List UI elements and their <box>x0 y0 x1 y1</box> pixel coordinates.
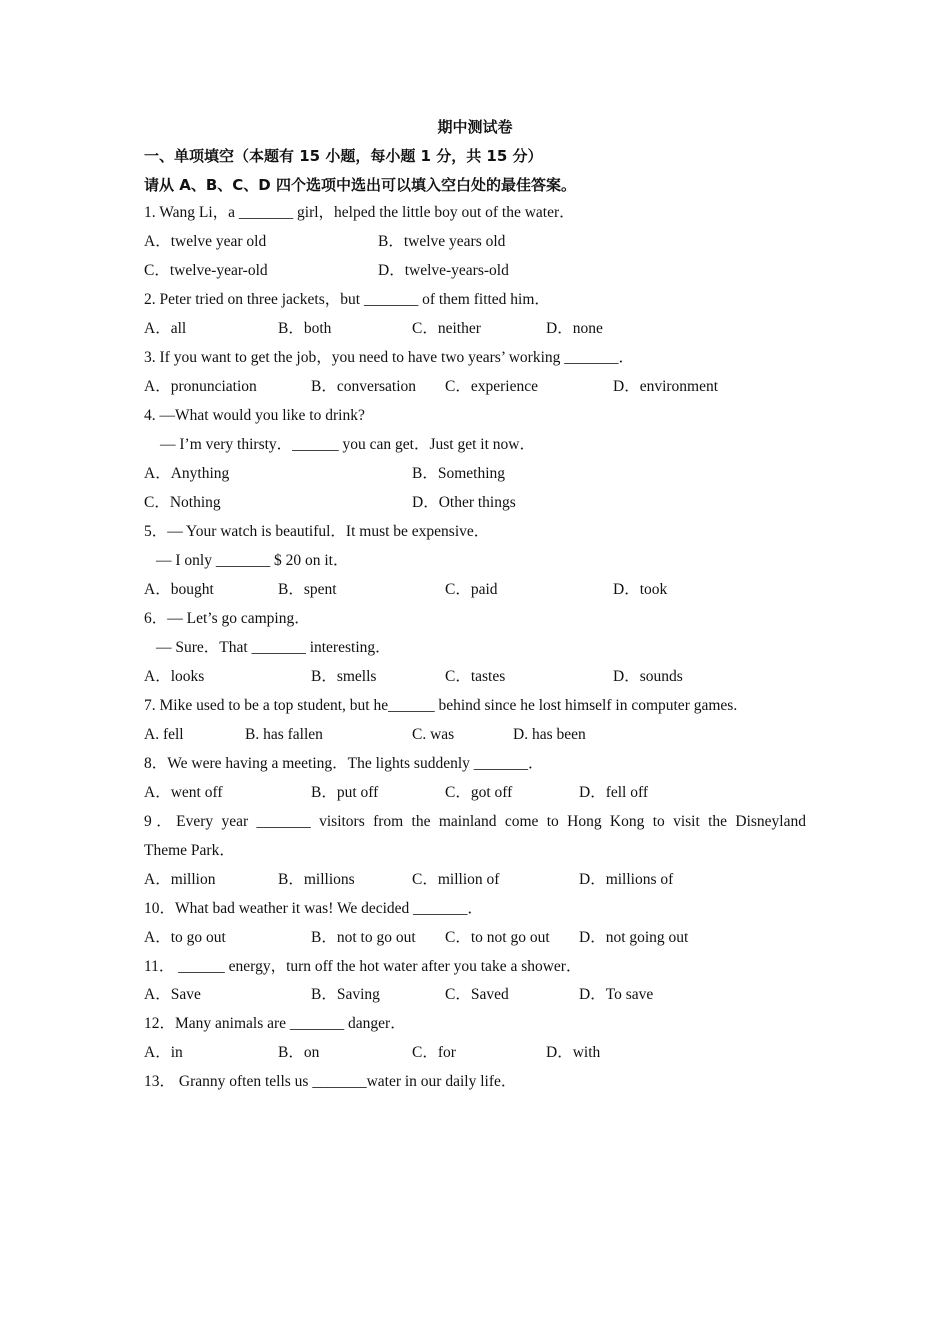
question-3-option-d: D．environment <box>613 378 719 395</box>
question-8-option-a: A．went off <box>144 784 223 801</box>
question-5-option-a: A．bought <box>144 581 214 598</box>
question-6-stem-reply: — Sure．That _______ interesting． <box>156 639 391 656</box>
question-11-option-b: B．Saving <box>311 986 380 1003</box>
question-9-stem: 9．Every year _______ visitors from the mainland come to Hong Kong to visit the Disneyland <box>144 813 806 830</box>
question-9-option-b: B．millions <box>278 871 355 888</box>
question-5-option-c: C．paid <box>445 581 498 598</box>
question-7-option-d: D. has been <box>513 726 586 743</box>
section-heading: 一、单项填空（本题有 15 小题，每小题 1 分，共 15 分） <box>144 147 543 165</box>
question-12-option-b: B．on <box>278 1044 320 1061</box>
question-10-option-d: D．not going out <box>579 929 689 946</box>
question-1-option-c: C．twelve-year-old <box>144 262 268 279</box>
question-7-stem: 7. Mike used to be a top student, but he______ behind since he lost himself in computer games. <box>144 697 738 714</box>
question-12-stem: 12．Many animals are _______ danger． <box>144 1015 406 1032</box>
question-1-option-d: D．twelve-years-old <box>378 262 509 279</box>
question-7-option-a: A. fell <box>144 726 184 743</box>
question-8-option-c: C．got off <box>445 784 513 801</box>
question-8-stem: 8．We were having a meeting．The lights suddenly _______． <box>144 755 544 772</box>
section-instruction: 请从 A、B、C、D 四个选项中选出可以填入空白处的最佳答案。 <box>144 176 576 194</box>
question-4-option-b: B．Something <box>412 465 506 482</box>
question-3-stem: 3. If you want to get the job，you need to have two years’ working _______． <box>144 349 635 366</box>
question-6-option-d: D．sounds <box>613 668 683 685</box>
question-7-option-b: B. has fallen <box>245 726 323 743</box>
question-2-option-a: A．all <box>144 320 187 337</box>
question-6-option-c: C．tastes <box>445 668 506 685</box>
question-11-option-a: A．Save <box>144 986 201 1003</box>
page-title: 期中测试卷 <box>437 118 513 136</box>
question-2-option-d: D．none <box>546 320 603 337</box>
question-1-stem: 1. Wang Li，a _______ girl，helped the little boy out of the water． <box>144 204 575 221</box>
question-4-stem: 4. —What would you like to drink? <box>144 407 365 424</box>
question-9-option-c: C．million of <box>412 871 500 888</box>
question-9-option-d: D．millions of <box>579 871 674 888</box>
question-8-option-d: D．fell off <box>579 784 649 801</box>
question-11-option-c: C．Saved <box>445 986 509 1003</box>
question-4-option-d: D．Other things <box>412 494 516 511</box>
question-10-option-b: B．not to go out <box>311 929 416 946</box>
question-2-stem: 2. Peter tried on three jackets，but _______ of them fitted him． <box>144 291 550 308</box>
question-3-option-a: A．pronunciation <box>144 378 257 395</box>
question-6-option-b: B．smells <box>311 668 377 685</box>
question-3-option-c: C．experience <box>445 378 538 395</box>
question-5-option-b: B．spent <box>278 581 337 598</box>
question-6-stem: 6．— Let’s go camping． <box>144 610 310 627</box>
question-1-option-b: B．twelve years old <box>378 233 506 250</box>
question-1-option-a: A．twelve year old <box>144 233 267 250</box>
question-7-option-c: C. was <box>412 726 455 743</box>
question-3-option-b: B．conversation <box>311 378 417 395</box>
question-6-option-a: A．looks <box>144 668 205 685</box>
question-5-stem-reply: — I only _______ $ 20 on it． <box>156 552 349 569</box>
question-11-option-d: D．To save <box>579 986 654 1003</box>
question-12-option-c: C．for <box>412 1044 456 1061</box>
question-9-option-a: A．million <box>144 871 216 888</box>
question-9-stem-cont: Theme Park． <box>144 842 235 859</box>
question-11-stem: 11． ______ energy，turn off the hot water after you take a shower． <box>144 958 582 975</box>
question-8-option-b: B．put off <box>311 784 379 801</box>
question-5-stem: 5．— Your watch is beautiful．It must be expensive． <box>144 523 490 540</box>
question-10-option-c: C．to not go out <box>445 929 550 946</box>
question-12-option-d: D．with <box>546 1044 601 1061</box>
question-2-option-b: B．both <box>278 320 332 337</box>
question-4-option-c: C．Nothing <box>144 494 221 511</box>
question-4-option-a: A．Anything <box>144 465 230 482</box>
question-12-option-a: A．in <box>144 1044 183 1061</box>
question-13-stem: 13． Granny often tells us _______water in our daily life． <box>144 1073 517 1090</box>
question-10-stem: 10．What bad weather it was! We decided _______． <box>144 900 483 917</box>
question-4-stem-reply: — I’m very thirsty．______ you can get．Just get it now． <box>160 436 535 453</box>
question-2-option-c: C．neither <box>412 320 481 337</box>
question-10-option-a: A．to go out <box>144 929 226 946</box>
question-5-option-d: D．took <box>613 581 668 598</box>
